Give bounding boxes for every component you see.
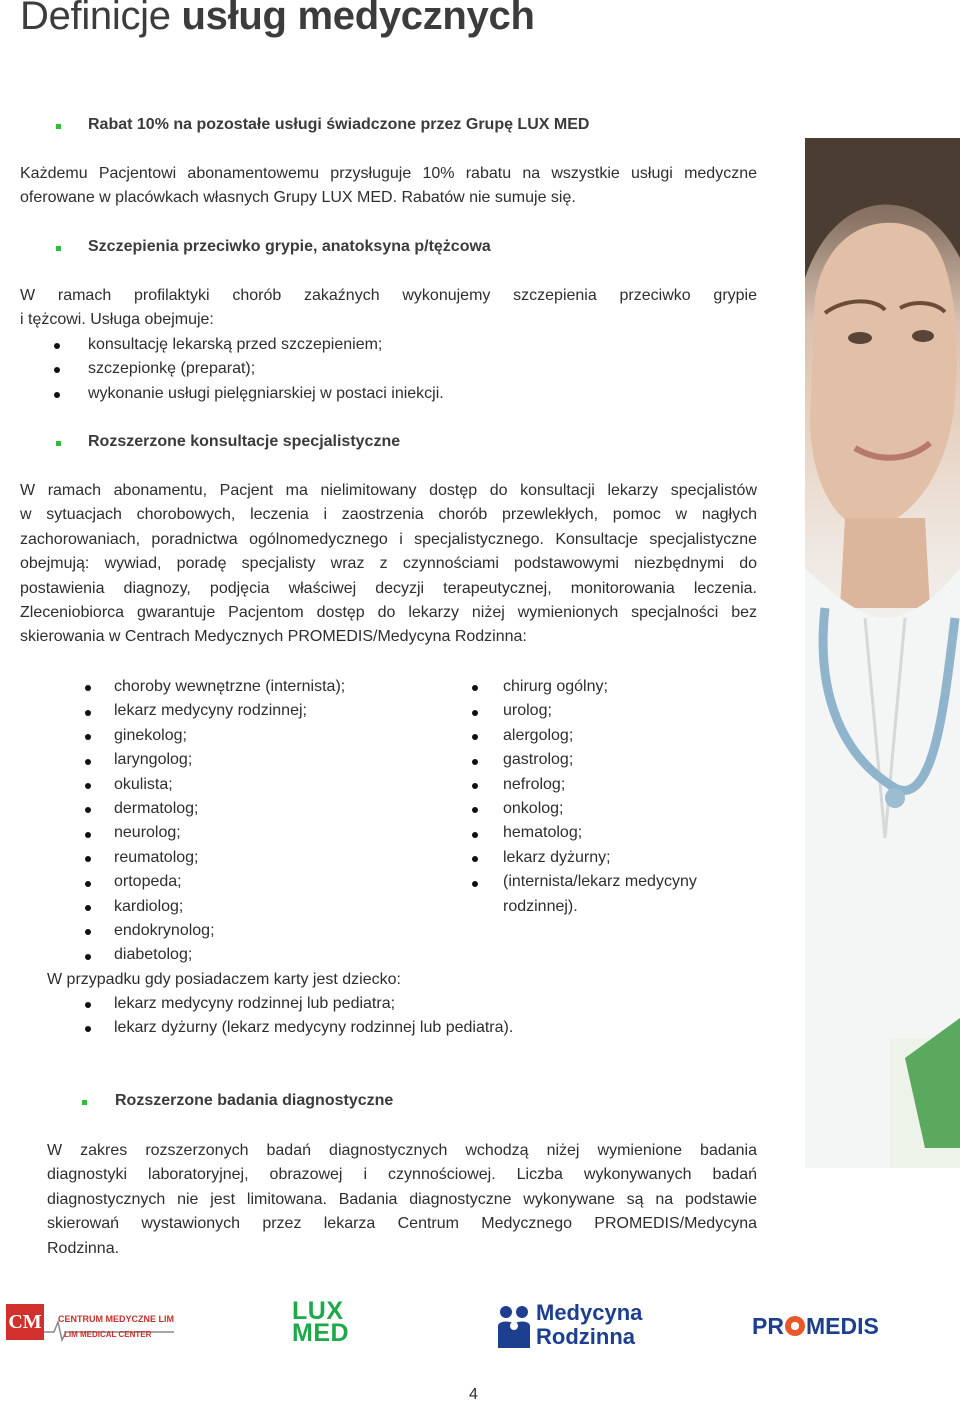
lim-logo-line1: CENTRUM MEDYCZNE LIM: [58, 1314, 174, 1324]
list-item: okulista;: [114, 775, 173, 793]
bullet-square: [56, 124, 61, 129]
text-line: postawienia diagnozy, podjęcia właściwej decyzji terapeutycznej, monitorowania leczenia.: [20, 579, 757, 597]
luxmed-logo-line1: LUX: [292, 1297, 344, 1325]
list-item: lekarz dyżurny;: [503, 848, 611, 866]
bullet-square: [82, 1100, 87, 1105]
list-item: reumatolog;: [114, 848, 199, 866]
page-title: Definicje usług medycznych: [20, 0, 535, 38]
child-card-intro: W przypadku gdy posiadaczem karty jest dziecko:: [47, 971, 401, 988]
text-line: Rodzinna.: [47, 1239, 120, 1257]
list-item: neurolog;: [114, 824, 181, 842]
list-item: wykonanie usługi pielęgniarskiej w postaci iniekcji.: [88, 385, 444, 402]
list-item: endokrynolog;: [114, 922, 215, 939]
text-line: diagnostycznych nie jest limitowana. Badania diagnostyczne wykonywane są na podstawie: [47, 1190, 757, 1208]
bullet-dot: [85, 807, 91, 813]
bullet-dot: [85, 1002, 91, 1008]
luxmed-logo: [292, 1297, 358, 1348]
section-heading-diagnostics: Rozszerzone badania diagnostyczne: [115, 1092, 394, 1109]
list-item: onkolog;: [503, 800, 564, 817]
bullet-dot: [472, 734, 478, 740]
list-item: choroby wewnętrzne (internista);: [114, 678, 346, 695]
medycyna-logo-line1: Medycyna: [536, 1300, 643, 1325]
medycyna-rodzinna-logo: [496, 1300, 646, 1350]
list-item: ortopeda;: [114, 873, 182, 891]
list-item: kardiolog;: [114, 897, 184, 915]
bullet-dot: [85, 710, 91, 716]
list-item: nefrolog;: [503, 775, 566, 793]
bullet-dot: [85, 929, 91, 935]
bullet-dot: [85, 734, 91, 740]
text-line: skierowań wystawionych przez lekarza Centrum Medycznego PROMEDIS/Medycyna: [47, 1215, 757, 1233]
luxmed-logo-line2: MED: [292, 1319, 350, 1347]
text-line: skierowania w Centrach Medycznych PROMEDIS/Medycyna Rodzinna:: [20, 628, 527, 646]
text-line: oferowane w placówkach własnych Grupy LUX MED. Rabatów nie sumuje się.: [20, 189, 576, 207]
bullet-dot: [85, 856, 91, 862]
bullet-dot: [85, 881, 91, 887]
lim-logo: [6, 1302, 176, 1346]
list-item: lekarz medycyny rodzinnej lub pediatra;: [114, 995, 396, 1012]
bullet-dot: [472, 783, 478, 789]
bullet-dot: [472, 856, 478, 862]
list-item: dermatolog;: [114, 800, 199, 817]
bullet-dot: [54, 343, 60, 349]
doctor-illustration: [805, 138, 960, 1168]
bullet-dot: [85, 832, 91, 838]
section-heading-vaccination: Szczepienia przeciwko grypie, anatoksyna p/tężcowa: [88, 238, 491, 255]
promedis-logo: [752, 1313, 917, 1341]
list-item: urolog;: [503, 702, 552, 720]
text-line: w sytuacjach chorobowych, leczenia i zaostrzenia chorób przewlekłych, pomoc w nagłych: [20, 506, 757, 524]
text-line: Każdemu Pacjentowi abonamentowemu przysługuje 10% rabatu na wszystkie usługi medyczne: [20, 165, 757, 182]
text-line: obejmują: wywiad, poradę specjalisty wraz z czynnościami podstawowymi niezbędnymi do: [20, 555, 757, 573]
text-line: W ramach abonamentu, Pacjent ma nielimitowany dostęp do konsultacji lekarzy specjalistów: [20, 482, 757, 499]
paragraph-discount: [20, 162, 757, 211]
page-number: 4: [469, 1386, 478, 1403]
list-item: chirurg ogólny;: [503, 678, 608, 695]
list-item: laryngolog;: [114, 751, 193, 769]
family-icon: [496, 1302, 532, 1348]
section-heading-consultations: Rozszerzone konsultacje specjalistyczne: [88, 433, 401, 450]
paragraph-consultations: [20, 479, 757, 650]
doctor-photo: [805, 138, 960, 1168]
bullet-dot: [85, 685, 91, 691]
section-heading-discount: Rabat 10% na pozostałe usługi świadczone przez Grupę LUX MED: [88, 116, 590, 133]
list-item: gastrolog;: [503, 751, 574, 769]
list-item: (internista/lekarz medycyny: [503, 873, 697, 891]
list-item: ginekolog;: [114, 726, 187, 744]
promedis-logo-pre: PR: [752, 1313, 784, 1339]
bullet-dot: [85, 759, 91, 765]
list-item: lekarz medycyny rodzinnej;: [114, 702, 307, 720]
text-line: Zleceniobiorca gwarantuje Pacjentom dostęp do lekarzy niżej wymienionych specjalności bez: [20, 604, 757, 622]
paragraph-diagnostics: [47, 1139, 757, 1261]
list-item-continuation: rodzinnej).: [503, 897, 578, 915]
text-line: W ramach profilaktyki chorób zakaźnych wykonujemy szczepienia przeciwko grypie: [20, 287, 757, 304]
text-line: zachorowaniach, poradnictwa ogólnomedycznego i specjalistycznego. Konsultacje specjalistyczne: [20, 530, 757, 548]
text-line: diagnostyki laboratoryjnej, obrazowej i czynnościowej. Liczba wykonywanych badań: [47, 1166, 757, 1184]
list-item: szczepionkę (preparat);: [88, 360, 256, 377]
text-line: i tężcowi. Usługa obejmuje:: [20, 311, 214, 329]
list-item: alergolog;: [503, 726, 574, 744]
text-line: W zakres rozszerzonych badań diagnostycznych wchodzą niżej wymienione badania: [47, 1142, 757, 1159]
bullet-dot: [85, 954, 91, 960]
paragraph-vaccination: [20, 284, 757, 333]
bullet-square: [56, 246, 61, 251]
bullet-dot: [85, 905, 91, 911]
lim-logo-line2: LIM MEDICAL CENTER: [64, 1330, 152, 1339]
bullet-dot: [85, 1026, 91, 1032]
bullet-dot: [472, 881, 478, 887]
bullet-dot: [472, 759, 478, 765]
bullet-square: [56, 441, 61, 446]
bullet-dot: [85, 783, 91, 789]
bullet-dot: [472, 710, 478, 716]
bullet-dot: [472, 685, 478, 691]
bullet-dot: [472, 832, 478, 838]
bullet-dot: [54, 392, 60, 398]
list-item: konsultację lekarską przed szczepieniem;: [88, 336, 383, 353]
list-item: lekarz dyżurny (lekarz medycyny rodzinnej lub pediatra).: [114, 1019, 514, 1036]
promedis-sun-icon: [785, 1316, 805, 1336]
bullet-dot: [472, 807, 478, 813]
bullet-dot: [54, 367, 60, 373]
list-item: hematolog;: [503, 824, 583, 842]
promedis-logo-post: MEDIS: [805, 1313, 879, 1339]
medycyna-logo-line2: Rodzinna: [536, 1324, 635, 1349]
lim-logo-mark: CM: [6, 1304, 44, 1340]
list-item: diabetolog;: [114, 946, 193, 964]
